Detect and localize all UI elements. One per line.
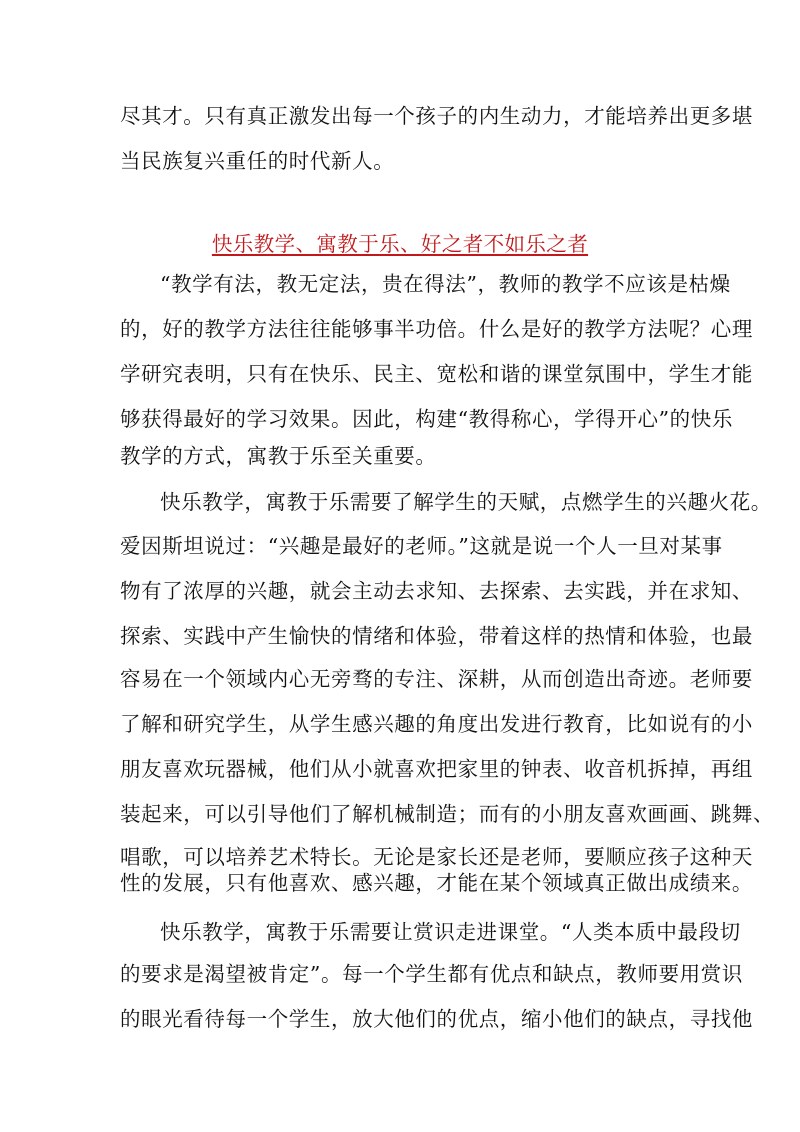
paragraph3-line-1: 快乐教学，寓教于乐需要让赏识走进课堂。“人类本质中最段切 (160, 920, 741, 944)
paragraph1-line-3: 学研究表明，只有在快乐、民主、宽松和谐的课堂氛围中，学生才能 (120, 362, 753, 386)
paragraph1-line-1: “教学有法，教无定法，贵在得法”，教师的教学不应该是枯燥 (160, 272, 731, 296)
paragraph2-line-3: 物有了浓厚的兴趣，就会主动去求知、去探索、去实践，并在求知、 (120, 579, 753, 603)
paragraph1-line-4: 够获得最好的学习效果。因此，构建“教得称心，学得开心”的快乐 (120, 407, 733, 431)
paragraph2-line-10: 性的发展，只有他喜欢、感兴趣，才能在某个领域真正做出成绩来。 (120, 871, 753, 895)
intro-line-1: 尽其才。只有真正激发出每一个孩子的内生动力，才能培养出更多堪 (120, 104, 753, 128)
paragraph2-line-8: 装起来，可以引导他们了解机械制造；而有的小朋友喜欢画画、跳舞、 (120, 802, 775, 826)
paragraph2-line-7: 朋友喜欢玩器械，他们从小就喜欢把家里的钟表、收音机拆掉，再组 (120, 757, 753, 781)
section-heading: 快乐教学、寓教于乐、好之者不如乐之者 (211, 232, 589, 256)
paragraph2-line-9: 唱歌，可以培养艺术特长。无论是家长还是老师，要顺应孩子这种天 (120, 845, 753, 869)
paragraph2-line-2: 爱因斯坦说过：“兴趣是最好的老师。”这就是说一个人一旦对某事 (120, 534, 723, 558)
paragraph2-line-5: 容易在一个领域内心无旁骛的专注、深耕，从而创造出奇迹。老师要 (120, 667, 753, 691)
paragraph3-line-3: 的眼光看待每一个学生，放大他们的优点，缩小他们的缺点，寻找他 (120, 1007, 753, 1031)
paragraph2-line-1: 快乐教学，寓教于乐需要了解学生的天赋，点燃学生的兴趣火花。 (160, 490, 772, 514)
paragraph1-line-5: 教学的方式，寓教于乐至关重要。 (120, 444, 437, 468)
intro-line-2: 当民族复兴重任的时代新人。 (120, 149, 395, 173)
paragraph2-line-6: 了解和研究学生，从学生感兴趣的角度出发进行教育，比如说有的小 (120, 712, 753, 736)
paragraph3-line-2: 的要求是渴望被肯定”。每一个学生都有优点和缺点，教师要用赏识 (120, 962, 743, 986)
paragraph2-line-4: 探索、实践中产生愉快的情绪和体验，带着这样的热情和体验，也最 (120, 624, 753, 648)
paragraph1-line-2: 的，好的教学方法往往能够事半功倍。什么是好的教学方法呢？心理 (120, 317, 753, 341)
